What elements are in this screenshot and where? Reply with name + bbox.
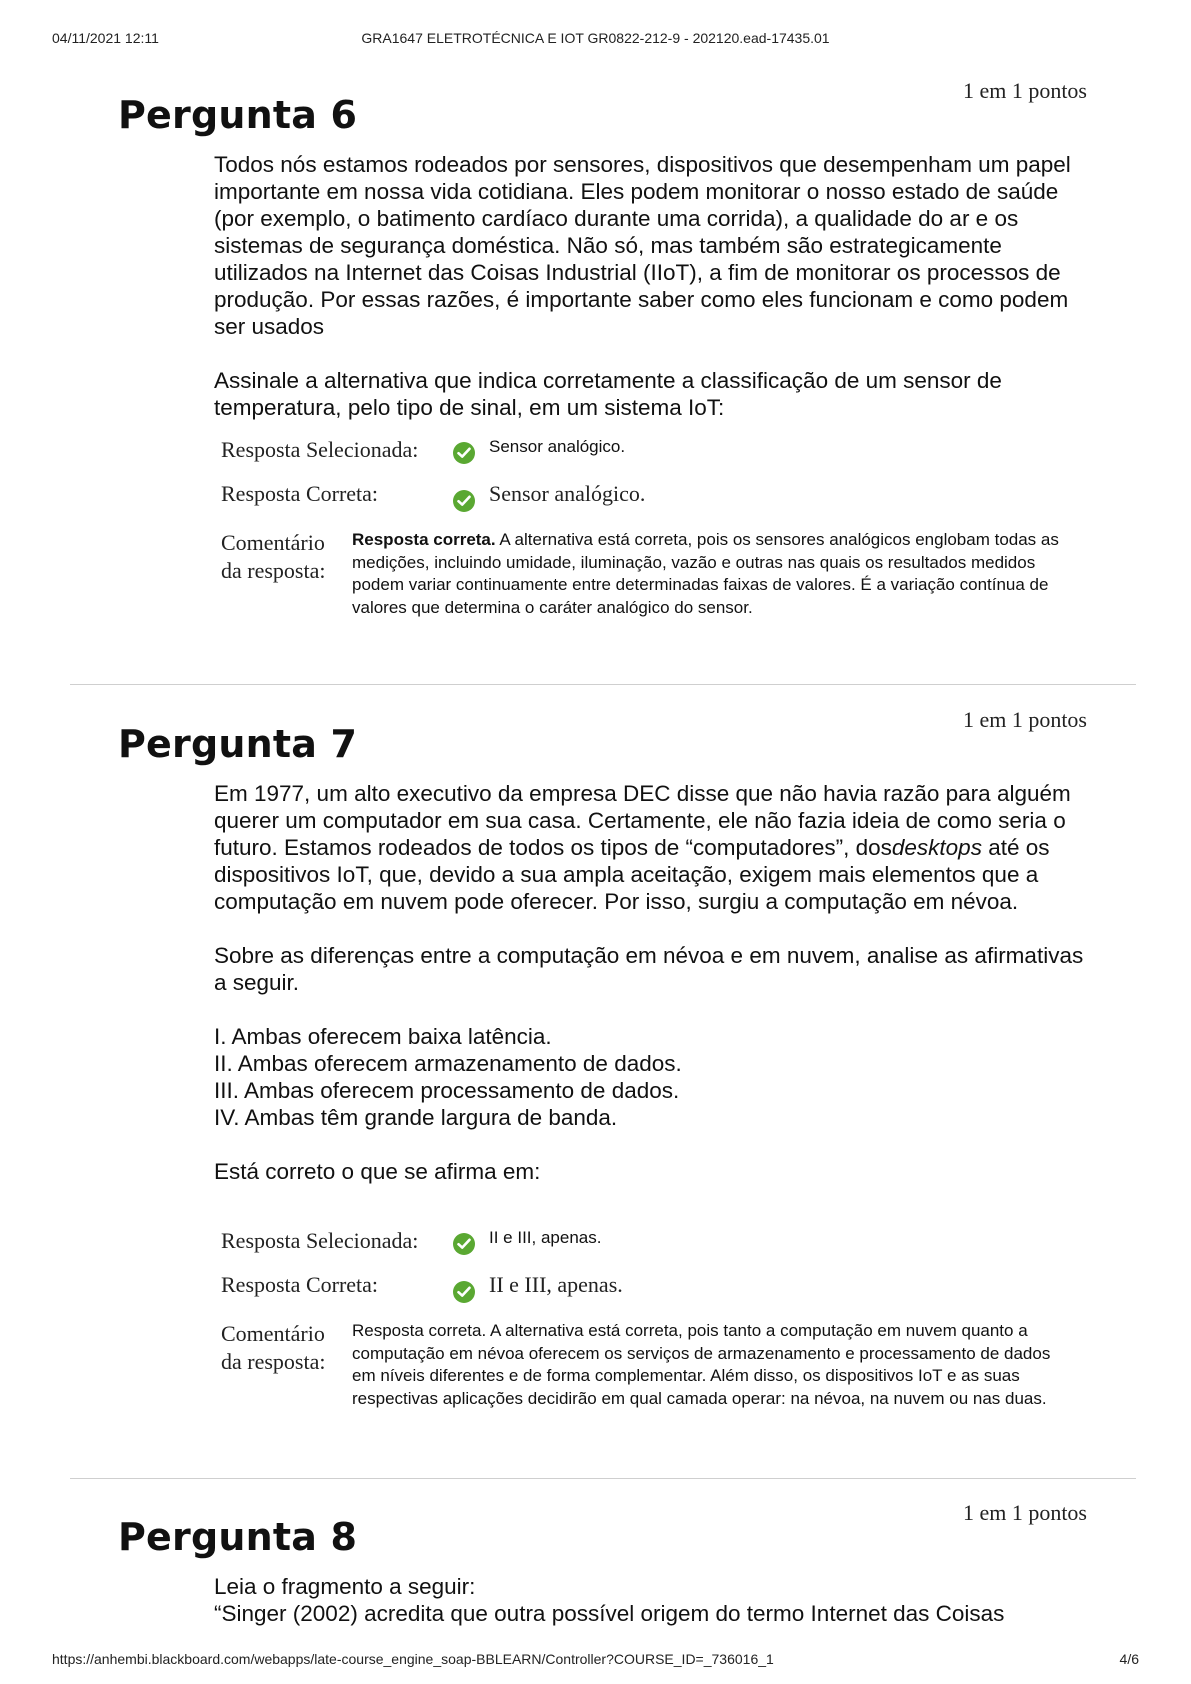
question-points: 1 em 1 pontos: [962, 707, 1087, 732]
print-page-title: GRA1647 ELETROTÉCNICA E IOT GR0822-212-9 - 202120.ead-17435.01: [361, 30, 830, 46]
print-page-number: 4/6: [1119, 1651, 1139, 1667]
question-text: [214, 1573, 1094, 1627]
selected-answer-value: II e III, apenas.: [489, 1228, 602, 1247]
selected-answer-row: [221, 437, 1101, 481]
comment-text: Resposta correta. A alternativa está correta, pois tanto a computação em nuvem quanto a computação em névoa oferecem os serviços de armazenamento e processamento de dados em níveis diferentes e de forma complementar. Além disso, os dispositivos IoT e as suas respectivas aplicações decidirão em qual camada operar: na névoa, na nuvem ou nas duas.: [352, 1321, 1051, 1408]
check-circle-icon: [453, 1233, 475, 1255]
selected-answer-label: Resposta Selecionada:: [221, 437, 419, 462]
comment-label: Comentário da resposta:: [221, 530, 326, 583]
statement-item: IV. Ambas têm grande largura de banda.: [214, 1105, 618, 1130]
statement-item: I. Ambas oferecem baixa latência.: [214, 1024, 552, 1049]
correct-answer-value: Sensor analógico.: [489, 481, 646, 506]
question-final-prompt: Está correto o que se afirma em:: [214, 1159, 541, 1184]
selected-answer-row: [221, 1228, 1101, 1272]
question-prompt: Sobre as diferenças entre a computação em névoa e em nuvem, analise as afirmativas a seguir.: [214, 943, 1084, 995]
question-separator: [70, 1478, 1136, 1479]
question-paragraph: Em 1977, um alto executivo da empresa DEC disse que não havia razão para alguém querer um computador em sua casa. Certamente, ele não fazia ideia de como seria o futuro. Estamos rodeados de todos os tipos de “computadores”, dosdesktops até os dispositivos IoT, que, devido a sua ampla aceitação, exigem mais elementos que a computação em nuvem pode oferecer. Por isso, surgiu a computação em névoa.: [214, 781, 1071, 914]
question-title: Pergunta 8: [118, 1515, 358, 1559]
selected-answer-label: Resposta Selecionada:: [221, 1228, 419, 1253]
question-points: 1 em 1 pontos: [962, 1500, 1087, 1525]
question-paragraph: Leia o fragmento a seguir:: [214, 1574, 476, 1599]
correct-answer-row: [221, 481, 1101, 525]
correct-answer-label: Resposta Correta:: [221, 481, 379, 506]
print-date: 04/11/2021 12:11: [52, 30, 159, 46]
question-prompt: Assinale a alternativa que indica corretamente a classificação de um sensor de temperatura, pelo tipo de sinal, em um sistema IoT:: [214, 368, 1002, 420]
correct-answer-label: Resposta Correta:: [221, 1272, 379, 1297]
question-paragraph: Todos nós estamos rodeados por sensores, dispositivos que desempenham um papel importante em nossa vida cotidiana. Eles podem monitorar o nosso estado de saúde (por exemplo, o batimento cardíaco durante uma corrida), a qualidade do ar e os sistemas de segurança doméstica. Não só, mas também são estrategicamente utilizados na Internet das Coisas Industrial (IIoT), a fim de monitorar os processos de produção. Por essas razões, é importante saber como eles funcionam e como podem ser usados: [214, 152, 1071, 339]
question-points: 1 em 1 pontos: [962, 78, 1087, 103]
comment-label: Comentário da resposta:: [221, 1321, 326, 1374]
question-paragraph: “Singer (2002) acredita que outra possível origem do termo Internet das Coisas: [214, 1601, 1005, 1626]
answer-block: [221, 437, 1101, 617]
question-text: [214, 780, 1094, 1185]
correct-answer-value: II e III, apenas.: [489, 1272, 623, 1297]
check-circle-icon: [453, 1281, 475, 1303]
check-circle-icon: [453, 442, 475, 464]
statement-item: III. Ambas oferecem processamento de dados.: [214, 1078, 680, 1103]
answer-block: [221, 1228, 1101, 1408]
question-text: [214, 151, 1094, 421]
question-title: Pergunta 6: [118, 93, 358, 137]
question-title: Pergunta 7: [118, 722, 358, 766]
print-url: https://anhembi.blackboard.com/webapps/late-course_engine_soap-BBLEARN/Controller?COURSE_ID=_736016_1: [52, 1651, 774, 1667]
check-circle-icon: [453, 490, 475, 512]
correct-answer-row: [221, 1272, 1101, 1316]
question-separator: [70, 684, 1136, 685]
selected-answer-value: Sensor analógico.: [489, 437, 626, 456]
statement-item: II. Ambas oferecem armazenamento de dados.: [214, 1051, 682, 1076]
comment-text: Resposta correta. A alternativa está correta, pois os sensores analógicos englobam todas as medições, incluindo umidade, iluminação, vazão e outras nas quais os resultados medidos podem variar continuamente entre determinadas faixas de valores. É a variação contínua de valores que determina o caráter analógico do sensor.: [352, 530, 1059, 617]
